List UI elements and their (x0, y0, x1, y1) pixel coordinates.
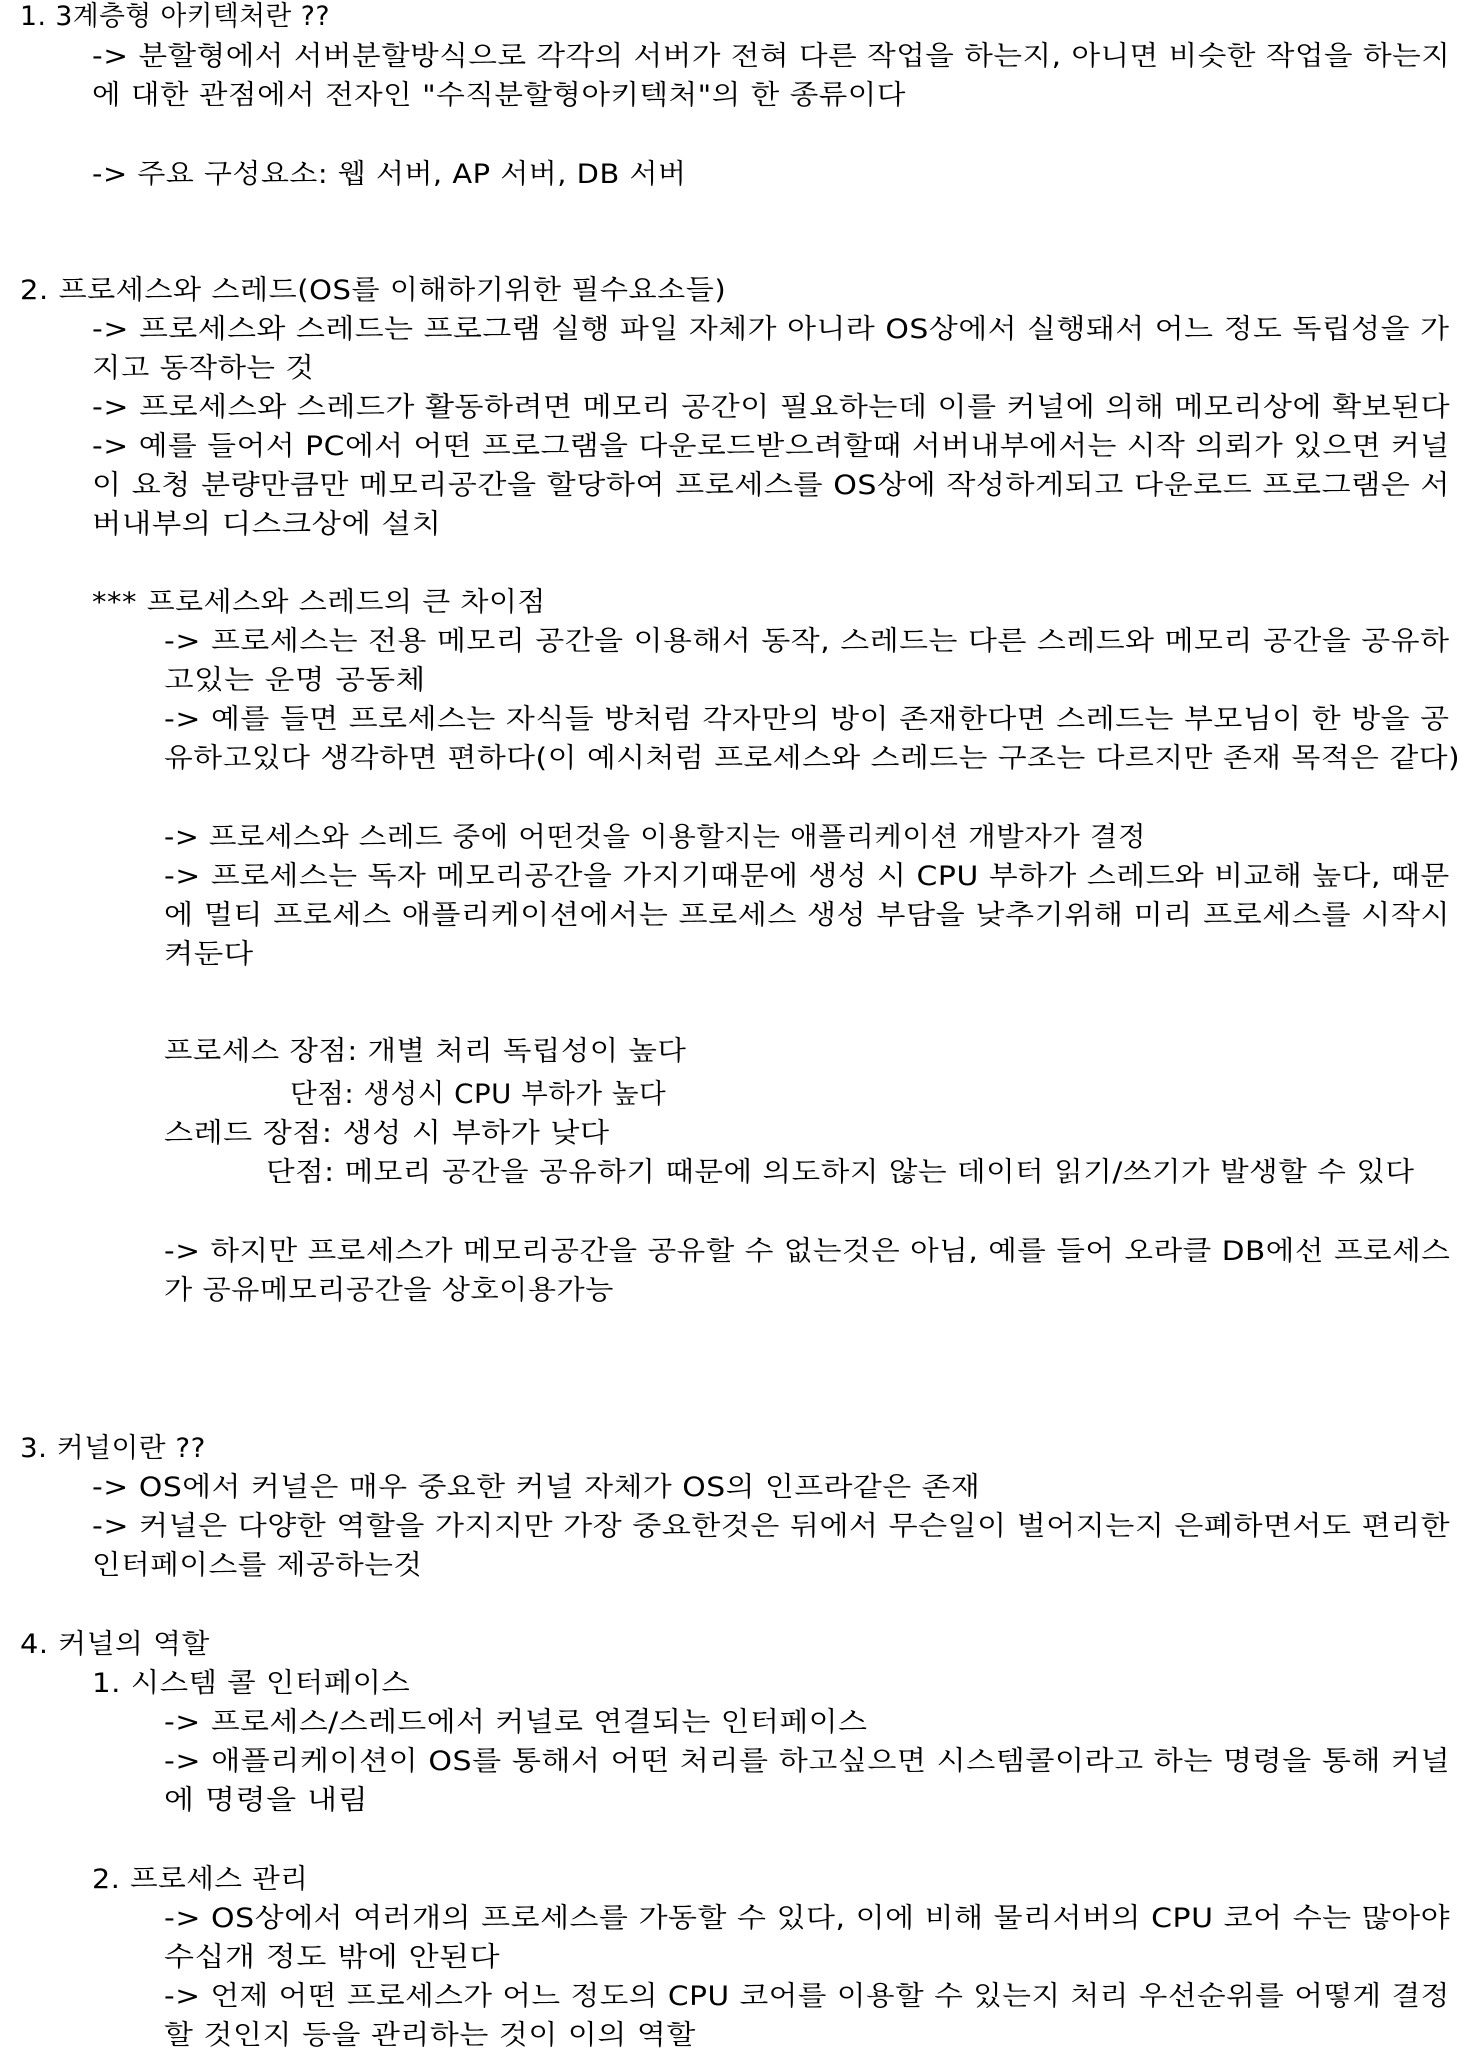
subsection-heading-difference: *** 프로세스와 스레드의 큰 차이점 (92, 587, 546, 618)
section-heading-kernel: 3. 커널이란 ?? (20, 1433, 206, 1464)
pros-cons-line: 단점: 메모리 공간을 공유하기 때문에 의도하지 않는 데이터 읽기/쓰기가 발생할 수 있다 (266, 1157, 1415, 1188)
paragraph-line: 고있는 운명 공동체 (164, 665, 426, 696)
paragraph-line: 유하고있다 생각하면 편하다(이 예시처럼 프로세스와 스레드는 구조는 다르지만 존재 목적은 같다) (164, 743, 1461, 774)
paragraph-line: 버내부의 디스크상에 설치 (92, 509, 442, 540)
paragraph-line: -> 프로세스와 스레드는 프로그램 실행 파일 자체가 아니라 OS상에서 실행돼서 어느 정도 독립성을 가 (92, 314, 1450, 345)
paragraph-line: -> 프로세스는 독자 메모리공간을 가지기때문에 생성 시 CPU 부하가 스레드와 비교해 높다, 때문 (164, 861, 1450, 892)
section-heading-kernel-role: 4. 커널의 역할 (20, 1629, 210, 1660)
paragraph-line: -> 하지만 프로세스가 메모리공간을 공유할 수 없는것은 아님, 예를 들어 오라클 DB에선 프로세스 (164, 1236, 1451, 1267)
paragraph-line: -> 주요 구성요소: 웹 서버, AP 서버, DB 서버 (92, 159, 687, 190)
paragraph-line: 이 요청 분량만큼만 메모리공간을 할당하여 프로세스를 OS상에 작성하게되고 다운로드 프로그램은 서 (92, 470, 1451, 501)
paragraph-line: 할 것인지 등을 관리하는 것이 이의 역할 (164, 2020, 696, 2051)
pros-cons-line: 스레드 장점: 생성 시 부하가 낮다 (164, 1118, 610, 1149)
paragraph-line: -> 프로세스는 전용 메모리 공간을 이용해서 동작, 스레드는 다른 스레드와 메모리 공간을 공유하 (164, 626, 1450, 657)
paragraph-line: -> OS에서 커널은 매우 중요한 커널 자체가 OS의 인프라같은 존재 (92, 1472, 981, 1503)
paragraph-line: 가 공유메모리공간을 상호이용가능 (164, 1275, 614, 1306)
paragraph-line: 켜둔다 (164, 939, 254, 970)
section-heading-3tier: 1. 3계층형 아키텍처란 ?? (20, 1, 331, 32)
paragraph-line: 에 대한 관점에서 전자인 "수직분할형아키텍처"의 한 종류이다 (92, 80, 906, 111)
paragraph-line: 수십개 정도 밖에 안된다 (164, 1942, 501, 1973)
paragraph-line: 인터페이스를 제공하는것 (92, 1550, 423, 1581)
section-heading-process-thread: 2. 프로세스와 스레드(OS를 이해하기위한 필수요소들) (20, 275, 727, 306)
paragraph-line: -> 언제 어떤 프로세스가 어느 정도의 CPU 코어를 이용할 수 있는지 처리 우선순위를 어떻게 결정 (164, 1981, 1450, 2012)
paragraph-line: -> 프로세스와 스레드 중에 어떤것을 이용할지는 애플리케이션 개발자가 결정 (164, 822, 1147, 853)
paragraph-line: -> 예를 들면 프로세스는 자식들 방처럼 각자만의 방이 존재한다면 스레드는 부모님이 한 방을 공 (164, 704, 1450, 735)
paragraph-line: -> 커널은 다양한 역할을 가지지만 가장 중요한것은 뒤에서 무슨일이 벌어지는지 은폐하면서도 편리한 (92, 1511, 1451, 1542)
subsection-heading-process-mgmt: 2. 프로세스 관리 (92, 1864, 309, 1895)
paragraph-line: 에 명령을 내림 (164, 1785, 369, 1816)
paragraph-line: -> 예를 들어서 PC에서 어떤 프로그램을 다운로드받으려할때 서버내부에서는 시작 의뢰가 있으면 커널 (92, 431, 1450, 462)
paragraph-line: -> 프로세스/스레드에서 커널로 연결되는 인터페이스 (164, 1707, 868, 1738)
paragraph-line: 에 멀티 프로세스 애플리케이션에서는 프로세스 생성 부담을 낮추기위해 미리 프로세스를 시작시 (164, 900, 1451, 931)
paragraph-line: -> OS상에서 여러개의 프로세스를 가동할 수 있다, 이에 비해 물리서버의 CPU 코어 수는 많아야 (164, 1903, 1451, 1934)
pros-cons-line: 프로세스 장점: 개별 처리 독립성이 높다 (164, 1036, 687, 1067)
paragraph-line: 지고 동작하는 것 (92, 353, 315, 384)
paragraph-line: -> 프로세스와 스레드가 활동하려면 메모리 공간이 필요하는데 이를 커널에 의해 메모리상에 확보된다 (92, 392, 1451, 423)
paragraph-line: -> 분할형에서 서버분할방식으로 각각의 서버가 전혀 다른 작업을 하는지, 아니면 비슷한 작업을 하는지 (92, 41, 1451, 72)
pros-cons-line: 단점: 생성시 CPU 부하가 높다 (290, 1079, 667, 1110)
subsection-heading-syscall: 1. 시스템 콜 인터페이스 (92, 1668, 411, 1699)
paragraph-line: -> 애플리케이션이 OS를 통해서 어떤 처리를 하고싶으면 시스템콜이라고 하는 명령을 통해 커널 (164, 1746, 1451, 1777)
